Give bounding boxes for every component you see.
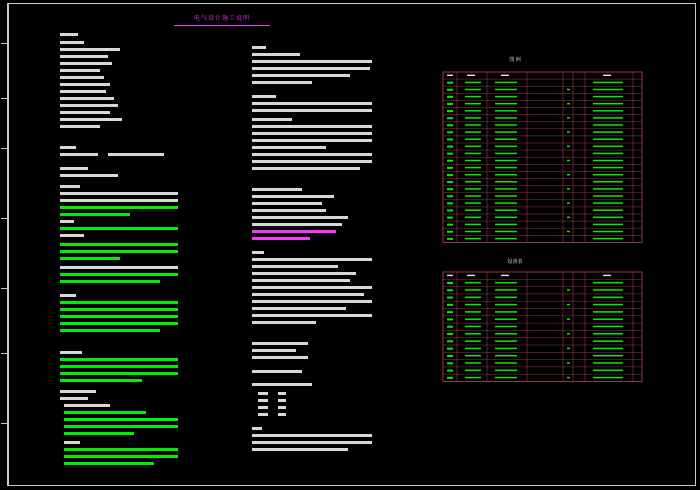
legend-table-row-model bbox=[495, 89, 517, 91]
equipment-table-row-note bbox=[593, 348, 623, 350]
legend-table-row-name bbox=[465, 89, 481, 91]
equipment-table-row-model bbox=[495, 340, 517, 342]
equipment-table-row-qty bbox=[567, 318, 570, 320]
legend-table-row-model bbox=[495, 138, 517, 140]
equipment-table-row-symbol bbox=[447, 289, 453, 291]
equipment-table-row-qty bbox=[567, 333, 570, 335]
legend-table-row-model bbox=[495, 238, 517, 240]
equipment-table-row-name bbox=[465, 282, 481, 284]
legend-table-row-model bbox=[495, 217, 517, 219]
equipment-table-row-model bbox=[495, 370, 517, 372]
legend-table-row-name bbox=[465, 124, 481, 126]
equipment-table-header-cell bbox=[501, 275, 509, 277]
equipment-table-row-symbol bbox=[447, 333, 453, 335]
equipment-table-row-qty bbox=[567, 348, 570, 350]
equipment-table-row-symbol bbox=[447, 297, 453, 299]
drawing-title: 电气设计施工说明 bbox=[193, 15, 250, 22]
legend-table-row-name bbox=[465, 96, 481, 98]
legend-table-row-model bbox=[495, 195, 517, 197]
legend-table-row-note bbox=[593, 224, 623, 226]
equipment-table-row-symbol bbox=[447, 282, 453, 284]
legend-table-row-symbol bbox=[447, 131, 453, 133]
legend-table-row-symbol bbox=[447, 103, 453, 105]
equipment-table-row-name bbox=[465, 326, 481, 328]
equipment-table-row-name bbox=[465, 297, 481, 299]
legend-table-row-model bbox=[495, 146, 517, 148]
legend-table-row-model bbox=[495, 174, 517, 176]
equipment-table-title: 设备表 bbox=[507, 259, 523, 265]
legend-table-row-symbol bbox=[447, 138, 453, 140]
equipment-table-header-cell bbox=[467, 275, 475, 277]
legend-table-row-symbol bbox=[447, 146, 453, 148]
legend-table-row-symbol bbox=[447, 238, 453, 240]
legend-table-row-name bbox=[465, 167, 481, 169]
equipment-table-row-model bbox=[495, 311, 517, 313]
legend-table-row-qty bbox=[567, 160, 570, 162]
legend-table-header-cell bbox=[467, 75, 475, 77]
legend-table-row-symbol bbox=[447, 82, 453, 84]
equipment-table-row-name bbox=[465, 370, 481, 372]
legend-table-row-note bbox=[593, 124, 623, 126]
legend-table-row-symbol bbox=[447, 117, 453, 119]
equipment-table-row-model bbox=[495, 326, 517, 328]
legend-table-row-model bbox=[495, 224, 517, 226]
legend-table-row-qty bbox=[567, 89, 570, 91]
legend-table-row-qty bbox=[567, 146, 570, 148]
legend-table-row-note bbox=[593, 217, 623, 219]
legend-table-row-name bbox=[465, 153, 481, 155]
equipment-table-row-symbol bbox=[447, 311, 453, 313]
legend-table-row-symbol bbox=[447, 174, 453, 176]
legend-table-header-cell bbox=[501, 75, 509, 77]
legend-table-row-qty bbox=[567, 217, 570, 219]
legend-table-row-note bbox=[593, 195, 623, 197]
legend-table-row-name bbox=[465, 160, 481, 162]
equipment-table-row-note bbox=[593, 370, 623, 372]
legend-table-row-model bbox=[495, 202, 517, 204]
equipment-table-row-name bbox=[465, 340, 481, 342]
legend-table-row-name bbox=[465, 188, 481, 190]
legend-table-row-symbol bbox=[447, 89, 453, 91]
equipment-table-row-note bbox=[593, 282, 623, 284]
equipment-table-row-name bbox=[465, 333, 481, 335]
legend-table-row-symbol bbox=[447, 110, 453, 112]
legend-table-row-symbol bbox=[447, 202, 453, 204]
legend-table-row-name bbox=[465, 103, 481, 105]
equipment-table-row-name bbox=[465, 348, 481, 350]
equipment-table-row-qty bbox=[567, 304, 570, 306]
equipment-table-row-symbol bbox=[447, 318, 453, 320]
equipment-table-row-name bbox=[465, 311, 481, 313]
legend-table-row-name bbox=[465, 195, 481, 197]
legend-table-row-name bbox=[465, 146, 481, 148]
legend-table-row-name bbox=[465, 174, 481, 176]
equipment-table-row-symbol bbox=[447, 362, 453, 364]
legend-table-row-qty bbox=[567, 117, 570, 119]
equipment-table-row-note bbox=[593, 362, 623, 364]
legend-table-row-note bbox=[593, 103, 623, 105]
legend-table-row-note bbox=[593, 117, 623, 119]
legend-table-row-model bbox=[495, 82, 517, 84]
legend-table-row-model bbox=[495, 167, 517, 169]
equipment-table-row-model bbox=[495, 348, 517, 350]
legend-table-row-note bbox=[593, 209, 623, 211]
legend-table-row-note bbox=[593, 174, 623, 176]
legend-table-row-note bbox=[593, 153, 623, 155]
equipment-table-row-name bbox=[465, 355, 481, 357]
equipment-table-row-symbol bbox=[447, 340, 453, 342]
legend-table-row-name bbox=[465, 217, 481, 219]
equipment-table-row-qty bbox=[567, 362, 570, 364]
legend-table-row-symbol bbox=[447, 160, 453, 162]
legend-table-row-note bbox=[593, 238, 623, 240]
legend-table-row-model bbox=[495, 103, 517, 105]
legend-table-row-qty bbox=[567, 131, 570, 133]
legend-table-row-model bbox=[495, 231, 517, 233]
legend-table-row-name bbox=[465, 110, 481, 112]
equipment-table-row-symbol bbox=[447, 348, 453, 350]
equipment-table-row-note bbox=[593, 318, 623, 320]
legend-table-header-cell bbox=[603, 75, 611, 77]
legend-table-row-symbol bbox=[447, 195, 453, 197]
legend-table-row-qty bbox=[567, 188, 570, 190]
equipment-table-row-model bbox=[495, 333, 517, 335]
legend-table-row-model bbox=[495, 209, 517, 211]
legend-table-row-name bbox=[465, 202, 481, 204]
legend-table-row-symbol bbox=[447, 124, 453, 126]
legend-table-row-model bbox=[495, 117, 517, 119]
legend-table-row-note bbox=[593, 202, 623, 204]
equipment-table-row-note bbox=[593, 297, 623, 299]
equipment-table-row-symbol bbox=[447, 377, 453, 379]
legend-table-row-note bbox=[593, 138, 623, 140]
legend-table-row-note bbox=[593, 146, 623, 148]
equipment-table-row-model bbox=[495, 362, 517, 364]
legend-table-row-qty bbox=[567, 174, 570, 176]
legend-table-row-model bbox=[495, 124, 517, 126]
equipment-table-row-symbol bbox=[447, 326, 453, 328]
equipment-table-row-name bbox=[465, 362, 481, 364]
equipment-table-row-model bbox=[495, 297, 517, 299]
equipment-table-row-note bbox=[593, 377, 623, 379]
legend-table-row-note bbox=[593, 110, 623, 112]
equipment-table-row-note bbox=[593, 340, 623, 342]
equipment-table-row-symbol bbox=[447, 370, 453, 372]
legend-table-row-note bbox=[593, 96, 623, 98]
equipment-table-row-note bbox=[593, 326, 623, 328]
legend-table-row-symbol bbox=[447, 224, 453, 226]
legend-table-row-symbol bbox=[447, 167, 453, 169]
legend-table-row-name bbox=[465, 82, 481, 84]
legend-table-row-name bbox=[465, 224, 481, 226]
legend-table-row-name bbox=[465, 117, 481, 119]
equipment-table-row-model bbox=[495, 377, 517, 379]
equipment-table-row-symbol bbox=[447, 304, 453, 306]
equipment-table-row-name bbox=[465, 289, 481, 291]
equipment-table-row-model bbox=[495, 355, 517, 357]
legend-table-row-note bbox=[593, 167, 623, 169]
equipment-table-row-note bbox=[593, 333, 623, 335]
legend-table-row-symbol bbox=[447, 209, 453, 211]
legend-table-header-cell bbox=[447, 75, 453, 77]
equipment-table-row-model bbox=[495, 282, 517, 284]
legend-table-row-symbol bbox=[447, 96, 453, 98]
legend-table-row-qty bbox=[567, 103, 570, 105]
legend-table-row-model bbox=[495, 181, 517, 183]
equipment-table-row-note bbox=[593, 311, 623, 313]
legend-table-row-name bbox=[465, 181, 481, 183]
legend-table-row-qty bbox=[567, 231, 570, 233]
legend-table-row-name bbox=[465, 231, 481, 233]
legend-table-row-model bbox=[495, 188, 517, 190]
legend-table-row-model bbox=[495, 110, 517, 112]
legend-table-row-symbol bbox=[447, 188, 453, 190]
equipment-table-row-name bbox=[465, 377, 481, 379]
equipment-table-header-cell bbox=[447, 275, 453, 277]
legend-table-row-symbol bbox=[447, 231, 453, 233]
legend-table-row-note bbox=[593, 160, 623, 162]
legend-table-row-model bbox=[495, 160, 517, 162]
legend-table-title: 图 例 bbox=[509, 57, 521, 63]
legend-table-row-model bbox=[495, 131, 517, 133]
legend-table-row-symbol bbox=[447, 217, 453, 219]
equipment-table-row-model bbox=[495, 289, 517, 291]
equipment-table-row-note bbox=[593, 304, 623, 306]
equipment-table-row-note bbox=[593, 289, 623, 291]
equipment-table-row-model bbox=[495, 318, 517, 320]
legend-table-row-note bbox=[593, 89, 623, 91]
legend-table-row-name bbox=[465, 209, 481, 211]
equipment-table-row-symbol bbox=[447, 355, 453, 357]
equipment-table-row-name bbox=[465, 304, 481, 306]
legend-table-row-model bbox=[495, 153, 517, 155]
legend-table-row-note bbox=[593, 231, 623, 233]
legend-table-row-symbol bbox=[447, 153, 453, 155]
legend-table-row-note bbox=[593, 188, 623, 190]
legend-table-row-model bbox=[495, 96, 517, 98]
legend-table-row-symbol bbox=[447, 181, 453, 183]
legend-table-row-qty bbox=[567, 202, 570, 204]
legend-table-row-name bbox=[465, 138, 481, 140]
equipment-table-row-qty bbox=[567, 377, 570, 379]
legend-table-row-note bbox=[593, 82, 623, 84]
equipment-table-row-note bbox=[593, 355, 623, 357]
legend-table-row-name bbox=[465, 131, 481, 133]
equipment-table-row-name bbox=[465, 318, 481, 320]
legend-table-row-name bbox=[465, 238, 481, 240]
equipment-table-header-cell bbox=[603, 275, 611, 277]
equipment-table-row-qty bbox=[567, 289, 570, 291]
legend-table-row-note bbox=[593, 181, 623, 183]
legend-table-row-note bbox=[593, 131, 623, 133]
equipment-table-row-model bbox=[495, 304, 517, 306]
